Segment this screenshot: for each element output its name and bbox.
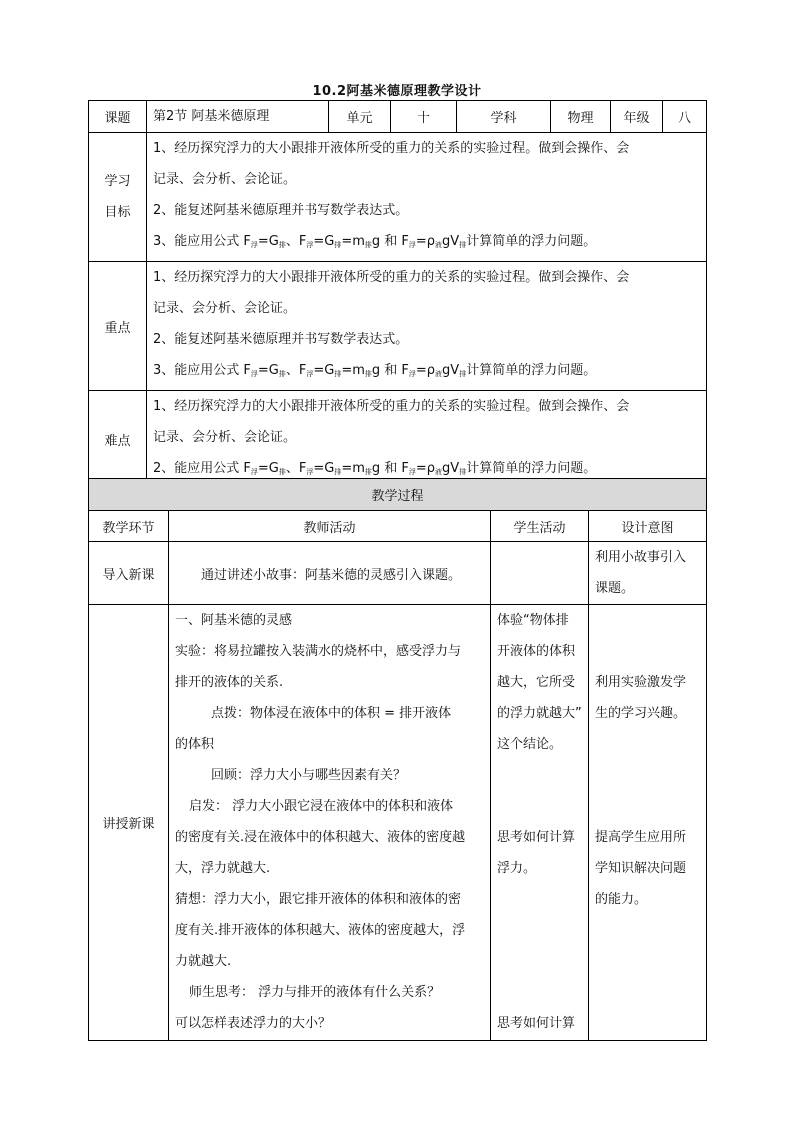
subject-value: 物理 [551,101,611,133]
lesson-info-table [88,100,707,489]
difficulties-content: 1、经历探究浮力的大小跟排开液体所受的重力的关系的实验过程。做到会操作、会 记录、会分析、会论证。 2、能应用公式 $F_浮=G_排$、$F_浮=G_排=m_排g$ 和 $F_浮=\rho_液gV_排$计算简单的浮力问题。 [147,391,707,489]
lecture-teacher: 一、阿基米德的灵感 实验：将易拉罐按入装满水的烧杯中，感受浮力与 排开的液体的关系. 点拨：物体浸在液体中的体积 = 排开液体 的体积 回顾：浮力大小与哪些因素有关？ 启发： 浮力大小跟它浸在液体中的体积和液体 的密度有关.浸在液体中的体积越大、液体的密度越 大，浮力就越大. 猜想：浮力大小，跟它排开液体的体积和液体的密 度有关.排开液体的体积越大、液体的密度越大，浮 力就越大. 师生思考： 浮力与排开的液体有什么关系？ 可以怎样表述浮力的大小？ [169,605,491,1041]
difficulties-formula-line: 2、能应用公式 $F_浮=G_排$、$F_浮=G_排=m_排g$ 和 $F_浮=\rho_液gV_排$计算简单的浮力问题。 [153,461,597,476]
lecture-stage: 讲授新课 [89,605,169,1041]
col-teacher-header: 教师活动 [169,511,491,542]
goals-formula-line: 3、能应用公式 $F_浮=G_排$、$F_浮=G_排=m_排g$ 和 $F_浮=\rho_液gV_排$计算简单的浮力问题。 [153,234,597,249]
subject-label: 学科 [457,101,551,133]
intro-teacher: 通过讲述小故事：阿基米德的灵感引入课题。 [169,542,491,605]
keypoints-label: 重点 [89,262,147,391]
teaching-process-table [88,478,707,1041]
topic-label: 课题 [89,101,147,133]
keypoints-formula-line: 3、能应用公式 $F_浮=G_排$、$F_浮=G_排=m_排g$ 和 $F_浮=\rho_液gV_排$计算简单的浮力问题。 [153,363,597,378]
document-title: 10.2阿基米德原理教学设计 [312,84,482,99]
process-band-title: 教学过程 [89,479,707,511]
intro-stage: 导入新课 [89,542,169,605]
lecture-intent: 利用实验激发学 生的学习兴趣。 提高学生应用所 学知识解决问题 的能力。 [589,605,707,1041]
col-student-header: 学生活动 [491,511,589,542]
difficulties-label: 难点 [89,391,147,489]
intro-student [491,542,589,605]
grade-label: 年级 [611,101,663,133]
col-stage-header: 教学环节 [89,511,169,542]
goals-label: 学习 目标 [89,133,147,262]
grade-value: 八 [663,101,707,133]
lecture-student: 体验“物体排 开液体的体积 越大，它所受 的浮力就越大” 这个结论。 思考如何计算 浮力。 思考如何计算 [491,605,589,1041]
keypoints-content: 1、经历探究浮力的大小跟排开液体所受的重力的关系的实验过程。做到会操作、会 记录、会分析、会论证。 2、能复述阿基米德原理并书写数学表达式。 3、能应用公式 $F_浮=G_排$、$F_浮=G_排=m_排g$ 和 $F_浮=\rho_液gV_排$计算简单的浮力问题。 [147,262,707,391]
col-intent-header: 设计意图 [589,511,707,542]
unit-value: 十 [391,101,457,133]
unit-label: 单元 [329,101,391,133]
goals-content: 1、经历探究浮力的大小跟排开液体所受的重力的关系的实验过程。做到会操作、会 记录、会分析、会论证。 2、能复述阿基米德原理并书写数学表达式。 3、能应用公式 $F_浮=G_排$、$F_浮=G_排=m_排g$ 和 $F_浮=\rho_液gV_排$计算简单的浮力问题。 [147,133,707,262]
intro-intent: 利用小故事引入 课题。 [589,542,707,605]
topic-value: 第2节 阿基米德原理 [147,101,329,133]
